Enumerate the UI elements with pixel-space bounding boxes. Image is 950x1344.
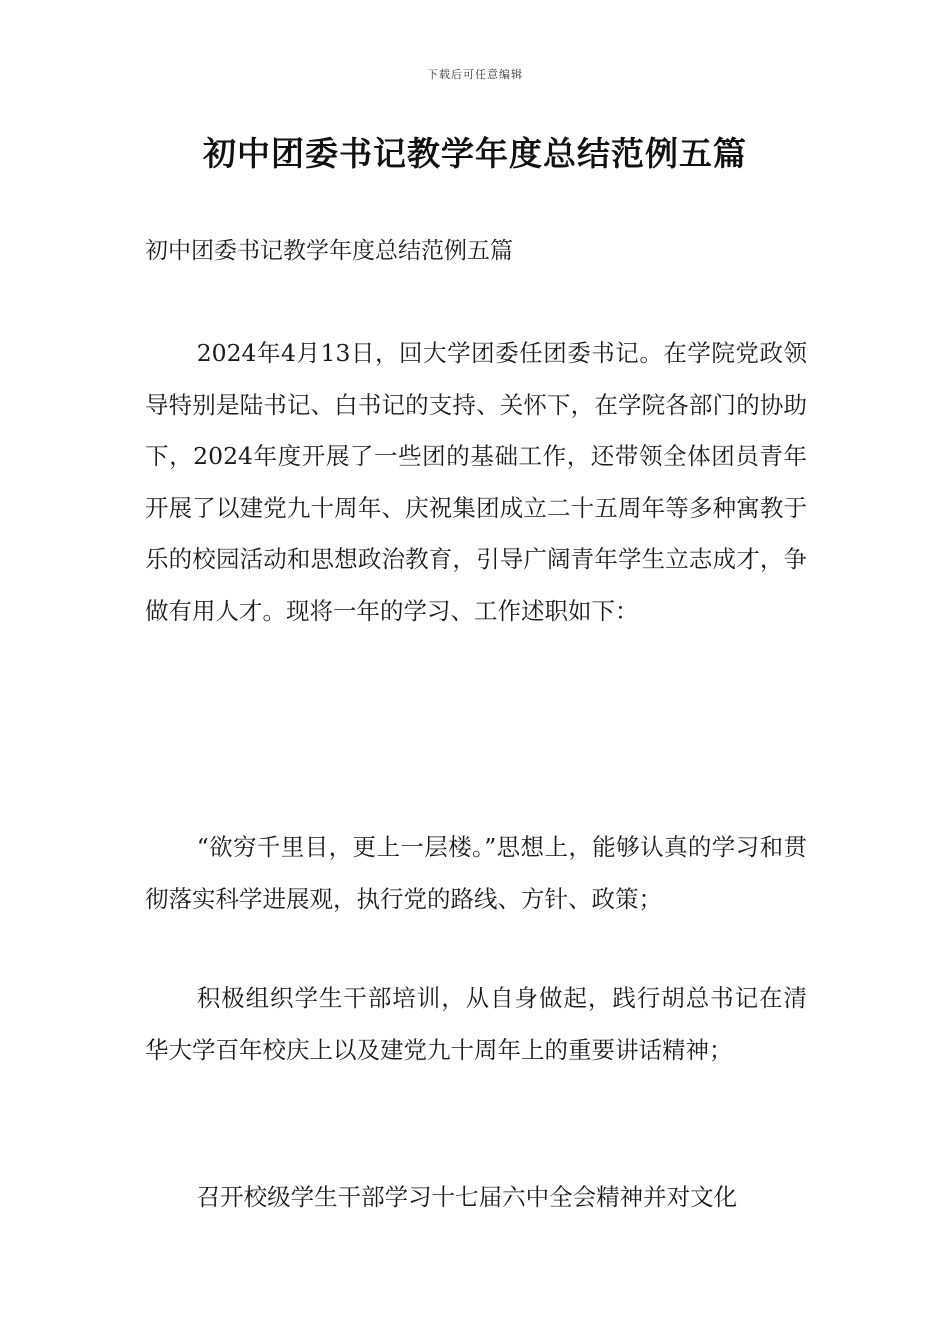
paragraph-intro: 2024年4月13日，回大学团委任团委书记。在学院党政领导特别是陆书记、白书记的支持、关怀下，在学院各部门的协助下，2024年度开展了一些团的基础工作，还带领全体团员青年开展了以建党九十周年、庆祝集团成立二十五周年等多种寓教于乐的校园活动和思想政治教育，引导广阔青年学生立志成才，争做有用人才。现将一年的学习、工作述职如下：: [145, 339, 807, 625]
paragraph-meeting: 召开校级学生干部学习十七届六中全会精神并对文化: [196, 1183, 738, 1211]
document-subtitle: 初中团委书记教学年度总结范例五篇: [145, 238, 513, 264]
paragraph-training: 积极组织学生干部培训，从自身做起，践行胡总书记在清华大学百年校庆上以及建党九十周年上的重要讲话精神；: [145, 984, 807, 1064]
document-title: 初中团委书记教学年度总结范例五篇: [203, 134, 747, 173]
paragraph-thought: “欲穷千里目，更上一层楼。”思想上，能够认真的学习和贯彻落实科学进展观，执行党的路线、方针、政策；: [145, 833, 807, 913]
header-note: 下载后可任意编辑: [427, 68, 523, 81]
